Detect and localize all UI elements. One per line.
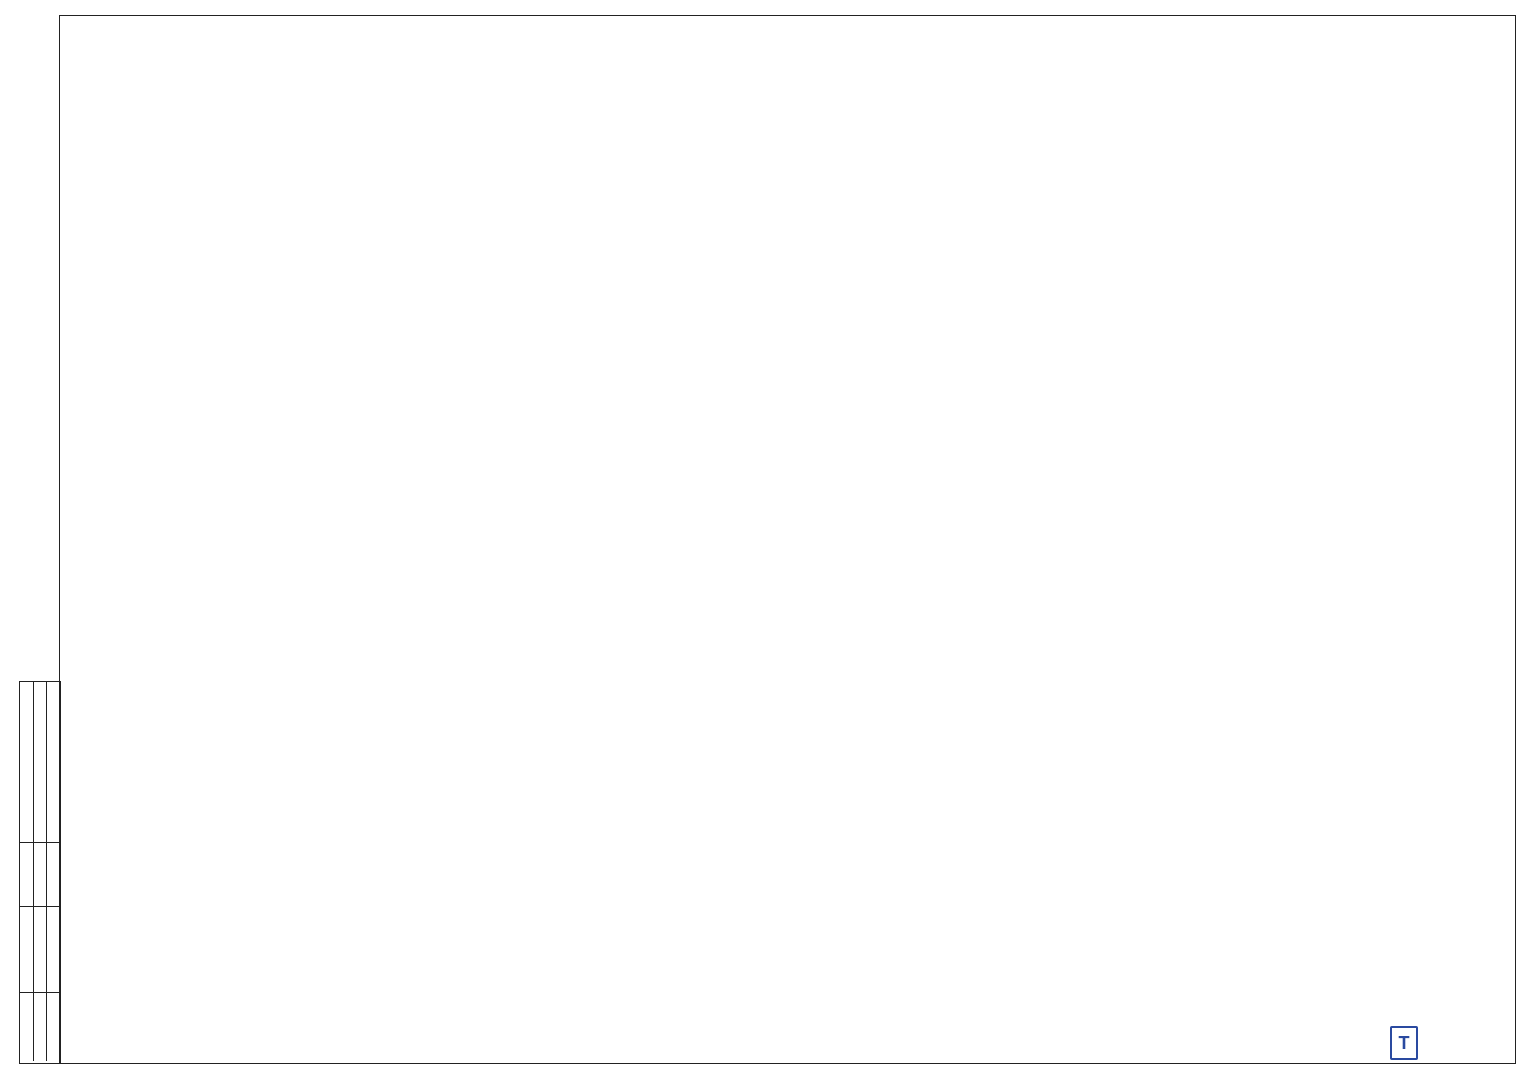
- notes-b: [357, 984, 997, 992]
- title-block: [1037, 919, 1514, 1064]
- note-a-1: [140, 938, 940, 958]
- note-a-2: [140, 958, 940, 978]
- notes-a: [140, 938, 940, 978]
- company-logo: Т: [1390, 1026, 1418, 1060]
- service-grid: [0, 760, 1526, 910]
